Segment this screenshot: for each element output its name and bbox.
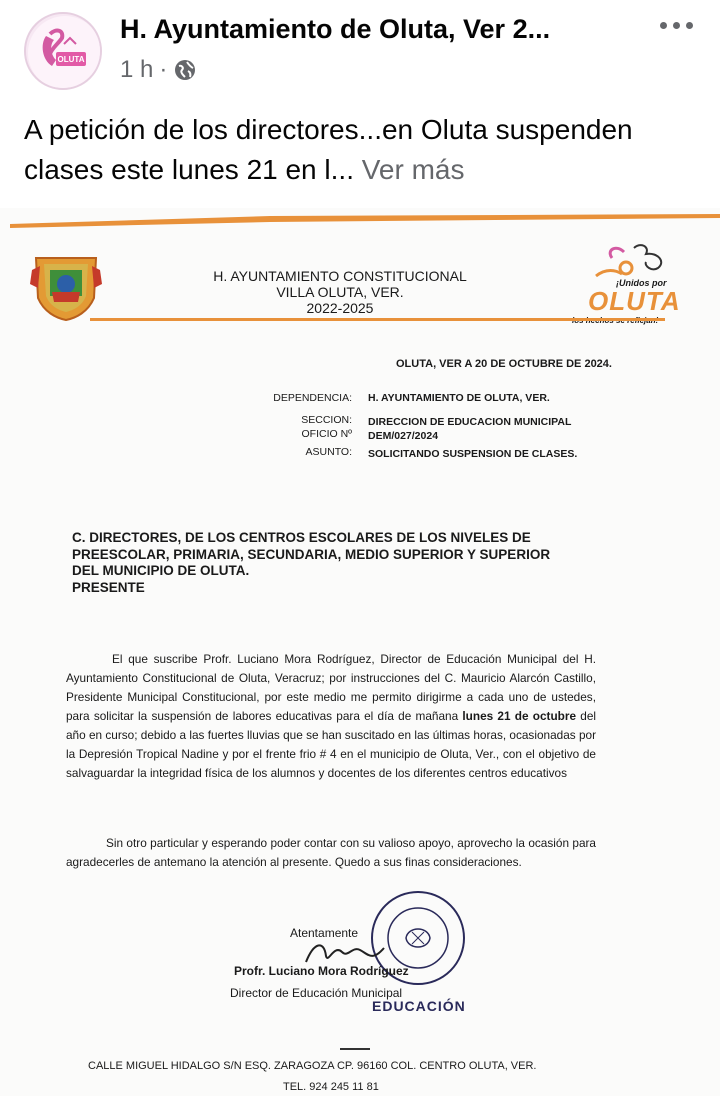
document-date: OLUTA, VER A 20 DE OCTUBRE DE 2024. — [396, 358, 612, 370]
logo-slogan-top: ¡Unidos por — [616, 278, 667, 288]
post-body: A petición de los directores...en Oluta suspenden clases este lunes 21 en l... — [24, 114, 633, 185]
logo-name: OLUTA — [588, 286, 681, 316]
post-image-document[interactable] — [0, 208, 720, 1096]
post-time[interactable]: 1 h — [120, 56, 154, 83]
field-value-seccion: DIRECCION DE EDUCACION MUNICIPAL — [368, 416, 572, 428]
body-1-start: El que suscribe Profr. Luciano Mora Rodríguez, Director de Educación Municipal del H. Ayuntamiento Constitucional de Oluta, Veracruz; por instrucciones del C. Mauricio Alarcón Castillo, Presidente Municipal Constitucional, por este medio me permito dirigirme a cada uno de ustedes, para solicitar la suspensión de labores educativas para el día de mañana — [66, 652, 596, 723]
avatar-logo-icon — [26, 14, 102, 90]
field-label-dependencia: DEPENDENCIA: — [273, 392, 352, 404]
header-line-3: 2022-2025 — [306, 300, 374, 316]
post-text — [24, 110, 704, 190]
see-more-link[interactable]: Ver más — [361, 154, 465, 185]
addressee-line-2: PREESCOLAR, PRIMARIA, SECUNDARIA, MEDIO SUPERIOR Y SUPERIOR — [72, 546, 551, 562]
field-value-oficio: DEM/027/2024 — [368, 430, 439, 442]
field-label-oficio: OFICIO Nº — [301, 428, 352, 440]
page-name[interactable]: H. Ayuntamiento de Oluta, Ver 2... — [120, 14, 551, 44]
field-value-dependencia: H. AYUNTAMIENTO DE OLUTA, VER. — [368, 392, 550, 404]
signer-name: Profr. Luciano Mora Rodríguez — [234, 964, 409, 978]
dot-icon — [673, 22, 680, 29]
document-header — [190, 268, 490, 316]
header-stripe-icon — [10, 214, 720, 228]
header-line-1: H. AYUNTAMIENTO CONSTITUCIONAL — [213, 268, 467, 284]
meta-separator: · — [159, 56, 168, 83]
signer-title: Director de Educación Municipal — [230, 986, 403, 1000]
body-1-end: del año en curso; debido a las fuertes lluvias que se han suscitado en las últimas horas, ocasionadas por la Depresión Tropical Nadine y por el frente frio # 4 en el municipio de Oluta, Ver., con el objetivo de salvaguardar la integridad física de los alumnos y docentes de los diferentes centros educativos — [66, 709, 597, 780]
field-label-asunto: ASUNTO: — [305, 446, 352, 458]
dot-icon — [660, 22, 667, 29]
header-line-2: VILLA OLUTA, VER. — [276, 284, 404, 300]
field-label-seccion: SECCION: — [301, 414, 352, 426]
body-1-date: lunes 21 de octubre — [462, 709, 577, 723]
post-meta — [120, 56, 197, 84]
dash-divider — [340, 1048, 370, 1050]
globe-icon — [173, 58, 197, 82]
coat-of-arms-icon — [28, 248, 104, 322]
footer-address: CALLE MIGUEL HIDALGO S/N ESQ. ZARAGOZA CP. 96160 COL. CENTRO OLUTA, VER. — [88, 1060, 537, 1072]
post-header — [0, 0, 720, 100]
addressee-line-4: PRESENTE — [72, 579, 145, 595]
svg-text:OLUTA: OLUTA — [57, 55, 85, 64]
closing-text: Atentamente — [290, 926, 359, 940]
oluta-logo — [566, 236, 686, 326]
body-paragraph-1 — [66, 650, 596, 783]
body-paragraph-2: Sin otro particular y esperando poder contar con su valioso apoyo, aprovecho la ocasión para agradecerles de antemano la atención al presente. Quedo a sus finas consideraciones. — [66, 836, 596, 869]
page-avatar[interactable] — [24, 12, 102, 90]
addressee-block — [72, 530, 592, 596]
footer-tel: TEL. 924 245 11 81 — [283, 1081, 379, 1093]
header-divider — [90, 318, 665, 321]
education-stamp: EDUCACIÓN — [372, 998, 466, 1014]
addressee-line-1: C. DIRECTORES, DE LOS CENTROS ESCOLARES DE LOS NIVELES DE — [72, 530, 531, 545]
field-value-asunto: SOLICITANDO SUSPENSION DE CLASES. — [368, 448, 578, 460]
dot-icon — [686, 22, 693, 29]
more-options-button[interactable] — [655, 14, 697, 36]
addressee-line-3: DEL MUNICIPIO DE OLUTA. — [72, 563, 250, 578]
